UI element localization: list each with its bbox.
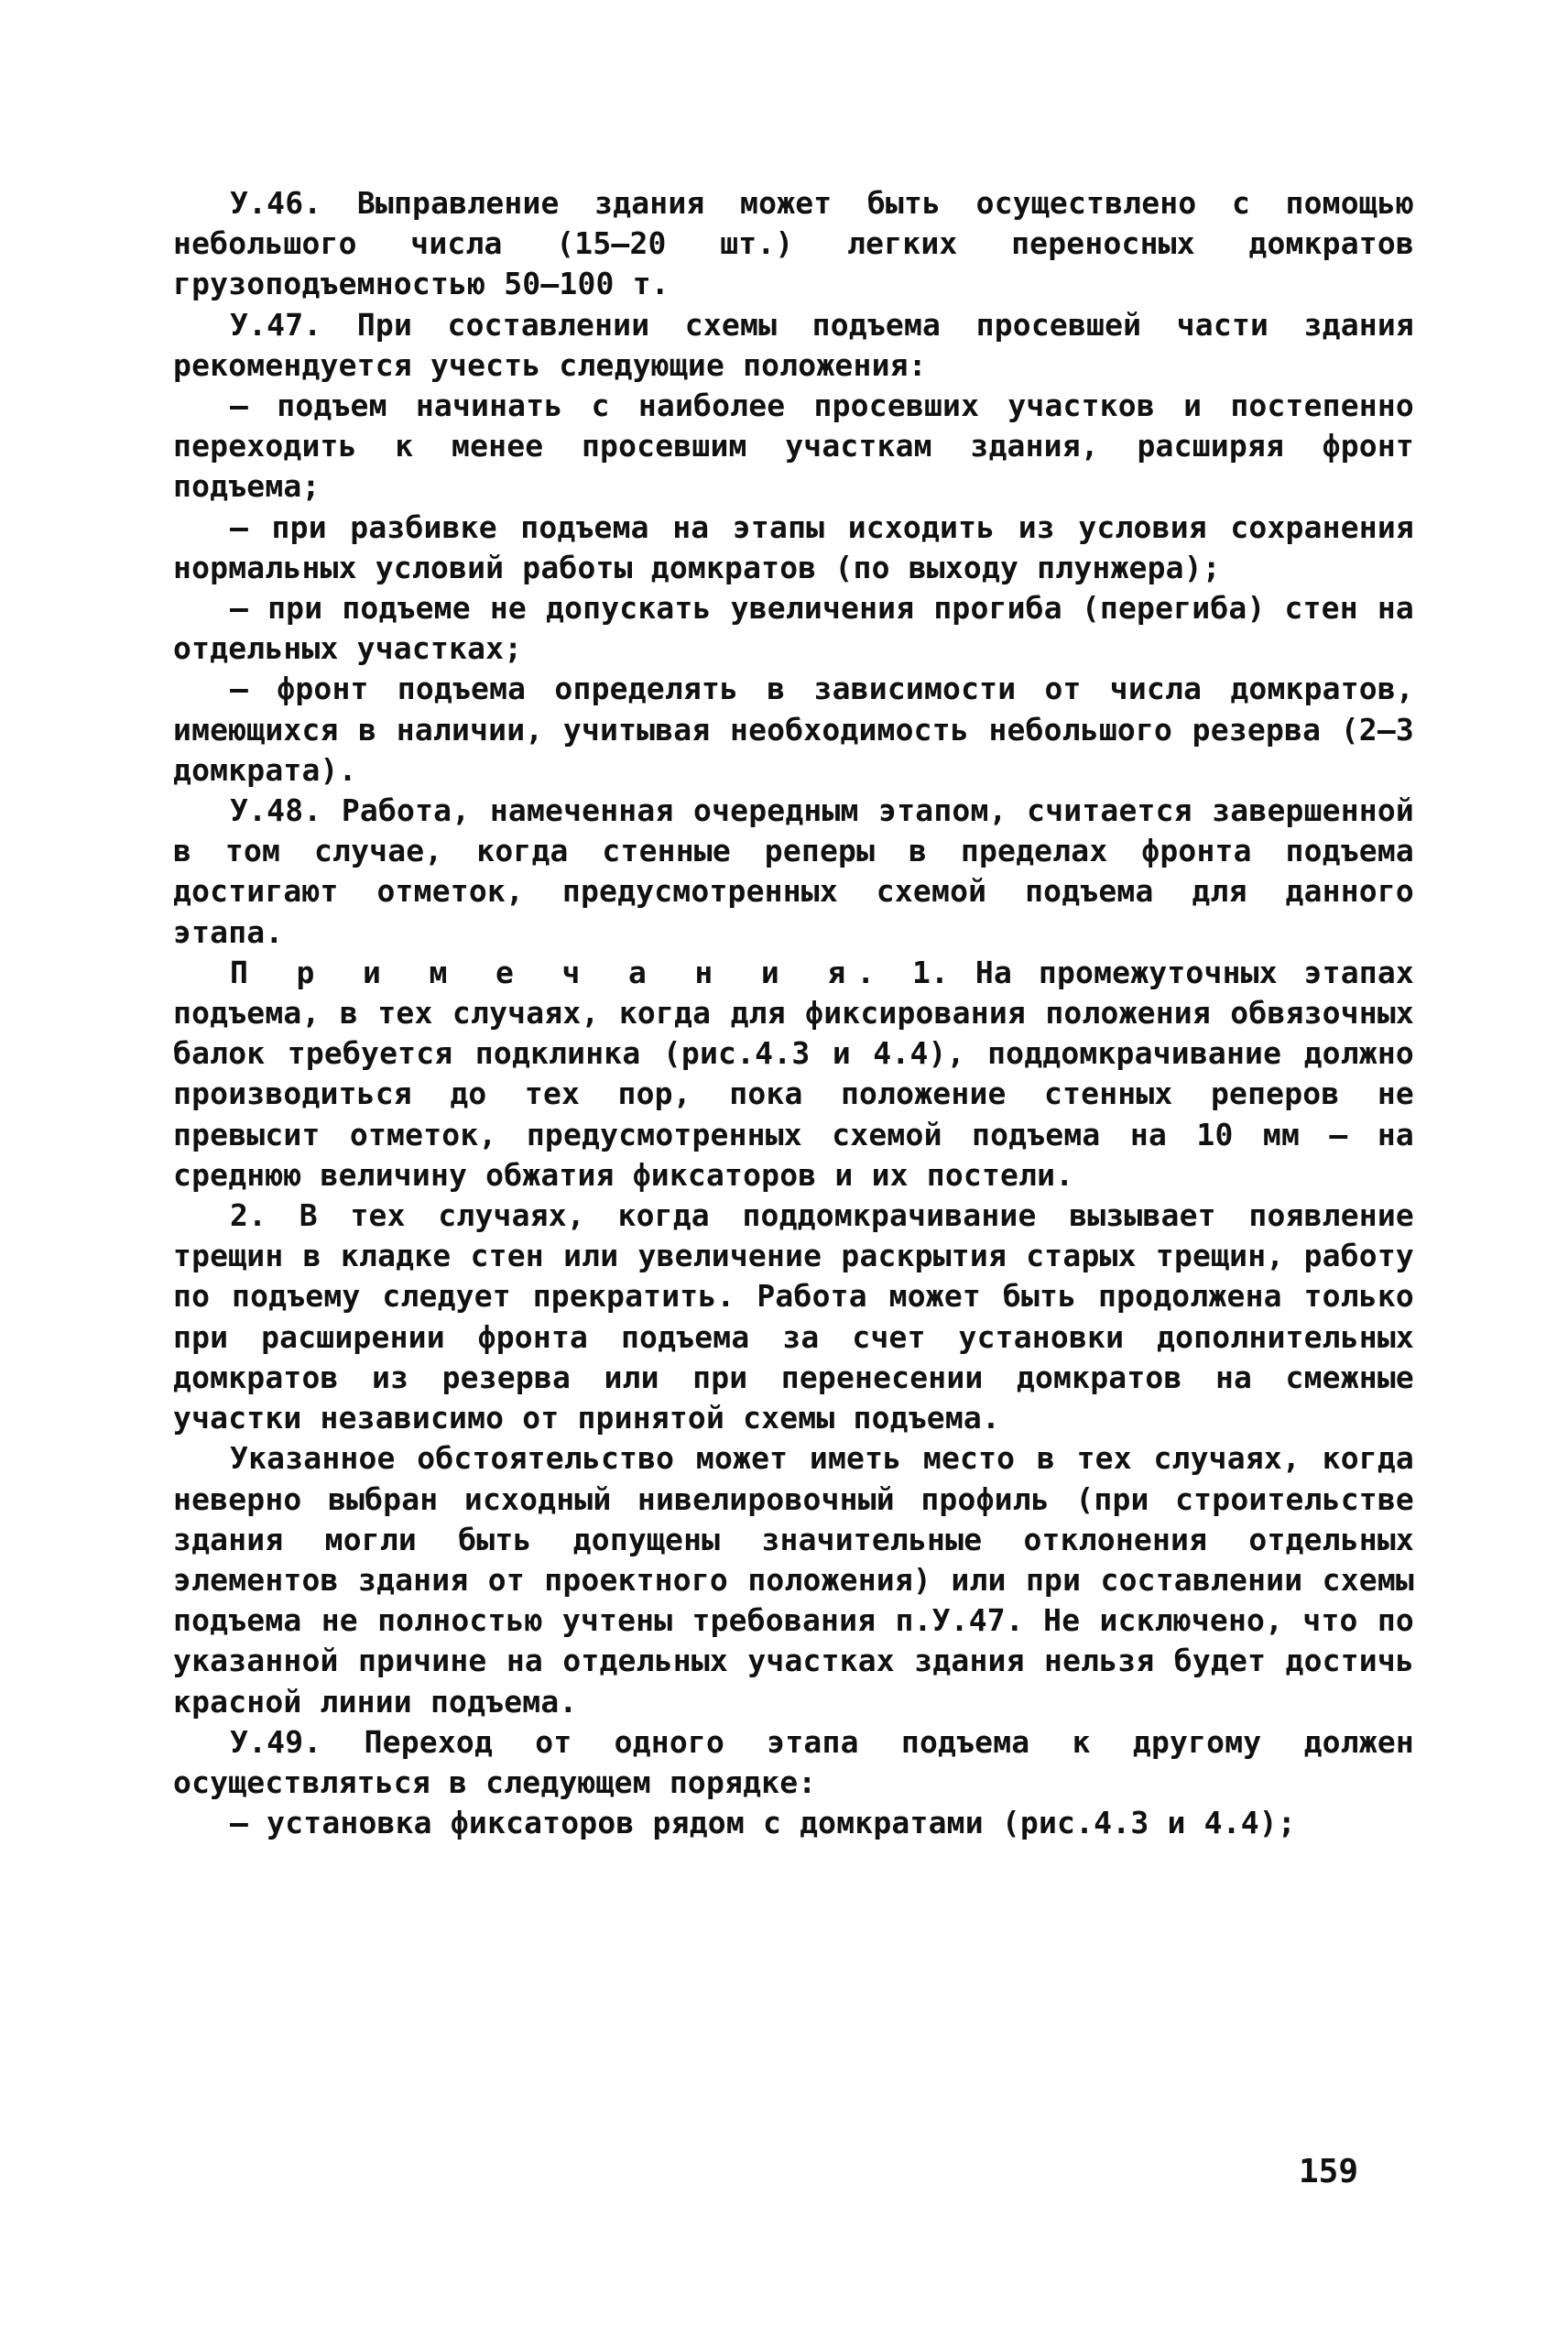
paragraph-u46: У.46. Выправление здания может быть осуществлено с помощью небольшого числа (15–20 шт.) легких переносных домкратов грузоподъемностью 50–100 т. (173, 185, 1414, 302)
note-label: П р и м е ч а н и я. (230, 954, 887, 990)
note-2: 2. В тех случаях, когда поддомкрачивание вызывает появление трещин в кладке стен или увеличение раскрытия старых трещин, работу по подъему следует прекратить. Работа может быть продолжена только при расширении фронта подъема за счет установки дополнительных домкратов из резерва или при перенесении домкратов на смежные участки независимо от принятой схемы подъема. (173, 1197, 1414, 1436)
note-1-text: 1. На промежуточных этапах подъема, в тех случаях, когда для фиксирования положения обвязочных балок требуется подклинка (рис.4.3 и 4.4), поддомкрачивание должно производиться до тех пор, пока положение стенных реперов не превысит отметок, предусмотренных схемой подъема на 10 мм – на среднюю величину обжатия фиксаторов и их постели. (173, 954, 1415, 1193)
list-item: – подъем начинать с наиболее просевших участков и постепенно переходить к менее просевшим участкам здания, расширяя фронт подъема; (173, 388, 1414, 505)
list-item: – фронт подъема определять в зависимости от числа домкратов, имеющихся в наличии, учитывая необходимость небольшого резерва (2–3 домкрата). (173, 671, 1414, 788)
note-2-continuation: Указанное обстоятельство может иметь место в тех случаях, когда неверно выбран исходный нивелировочный профиль (при строительстве здания могли быть допущены значительные отклонения отдельных элементов здания от проектного положения) или при составлении схемы подъема не полностью учтены требования п.У.47. Не исключено, что по указанной причине на отдельных участках здания нельзя будет достичь красной линии подъема. (173, 1440, 1414, 1720)
list-item: – при подъеме не допускать увеличения прогиба (перегиба) стен на отдельных участках; (173, 590, 1414, 667)
list-item: – установка фиксаторов рядом с домкратами (рис.4.3 и 4.4); (230, 1805, 1296, 1841)
paragraph-u47: У.47. При составлении схемы подъема просевшей части здания рекомендуется учесть следующие положения: (173, 306, 1414, 383)
page-number: 159 (1299, 2153, 1359, 2190)
paragraph-u49: У.49. Переход от одного этапа подъема к другому должен осуществляться в следующем порядке: (173, 1723, 1414, 1800)
body-text (173, 183, 1414, 1843)
paragraph-u48: У.48. Работа, намеченная очередным этапом, считается завершенной в том случае, когда стенные реперы в пределах фронта подъема достигают отметок, предусмотренных схемой подъема для данного этапа. (173, 792, 1414, 950)
list-item: – при разбивке подъема на этапы исходить из условия сохранения нормальных условий работы домкратов (по выходу плунжера); (173, 508, 1414, 585)
note-1 (173, 953, 1414, 1196)
